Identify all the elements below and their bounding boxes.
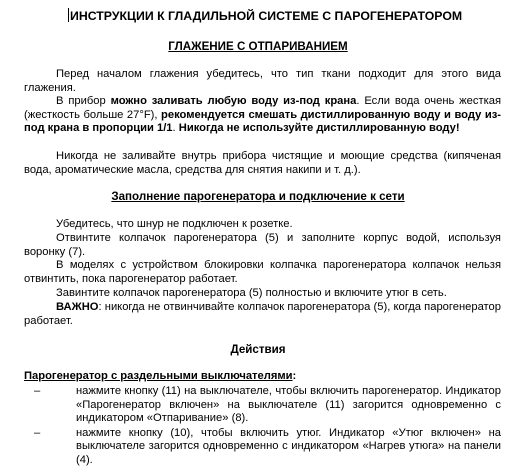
subheading-separate-switches: Парогенератор с раздельными выключателями: [24,370,297,382]
paragraph-unscrew-cap: Отвинтите колпачок парогенератора (5) и заполните корпус водой, используя воронку (7). [24,232,501,258]
list-item: – нажмите кнопку (10), чтобы включить утюг. Индикатор «Утюг включен» на выключателе загорится одновременно с индикатором «Нагрев утюга» на панели (4). [34,426,501,466]
action-list [24,385,501,468]
paragraph-fabric-check: Перед началом глажения убедитесь, что тип ткани подходит для этого вида глажения. [24,68,501,94]
paragraph-important: ВАЖНО: никогда не отвинчивайте колпачок парогенератора (5), когда парогенератор работает. [24,301,501,327]
section-heading-steam-ironing: ГЛАЖЕНИЕ С ОТПАРИВАНИЕМ [168,40,348,53]
paragraph-cap-lock: В моделях с устройством блокировки колпачка парогенератора колпачок нельзя отвинтить, пока парогенератор работает. [24,259,501,285]
section-heading-filling: Заполнение парогенератора и подключение к сети [111,190,405,203]
paragraph-screw-cap: Завинтите колпачок парогенератора (5) полностью и включите утюг в сеть. [56,287,447,299]
text-cursor [68,8,69,22]
paragraph-no-chemicals: Никогда не заливайте внутрь прибора чистящие и моющие средства (кипяченая вода, ароматические масла, средства для снятия накипи и т. д.). [24,150,501,176]
paragraph-unplug: Убедитесь, что шнур не подключен к розетке. [56,218,293,230]
document-title: ИНСТРУКЦИИ К ГЛАДИЛЬНОЙ СИСТЕМЕ С ПАРОГЕНЕРАТОРОМ [70,9,463,23]
section-heading-actions: Действия [230,343,286,356]
bullet-dash: – [34,426,41,439]
bullet-dash: – [34,385,41,397]
list-item: – нажмите кнопку (11) на выключателе, чтобы включить парогенератор. Индикатор «Парогенератор включен» на выключателе (11) загорится одновременно с индикатором «Отпаривание» (8). [34,385,501,425]
paragraph-water-type: В прибор можно заливать любую воду из-под крана. Если вода очень жесткая (жесткость больше 27°F), рекомендуется смешать дистиллированную воду и воду из-под крана в пропорции 1/1. Никогда не используйте дистиллированную воду! [24,95,502,135]
